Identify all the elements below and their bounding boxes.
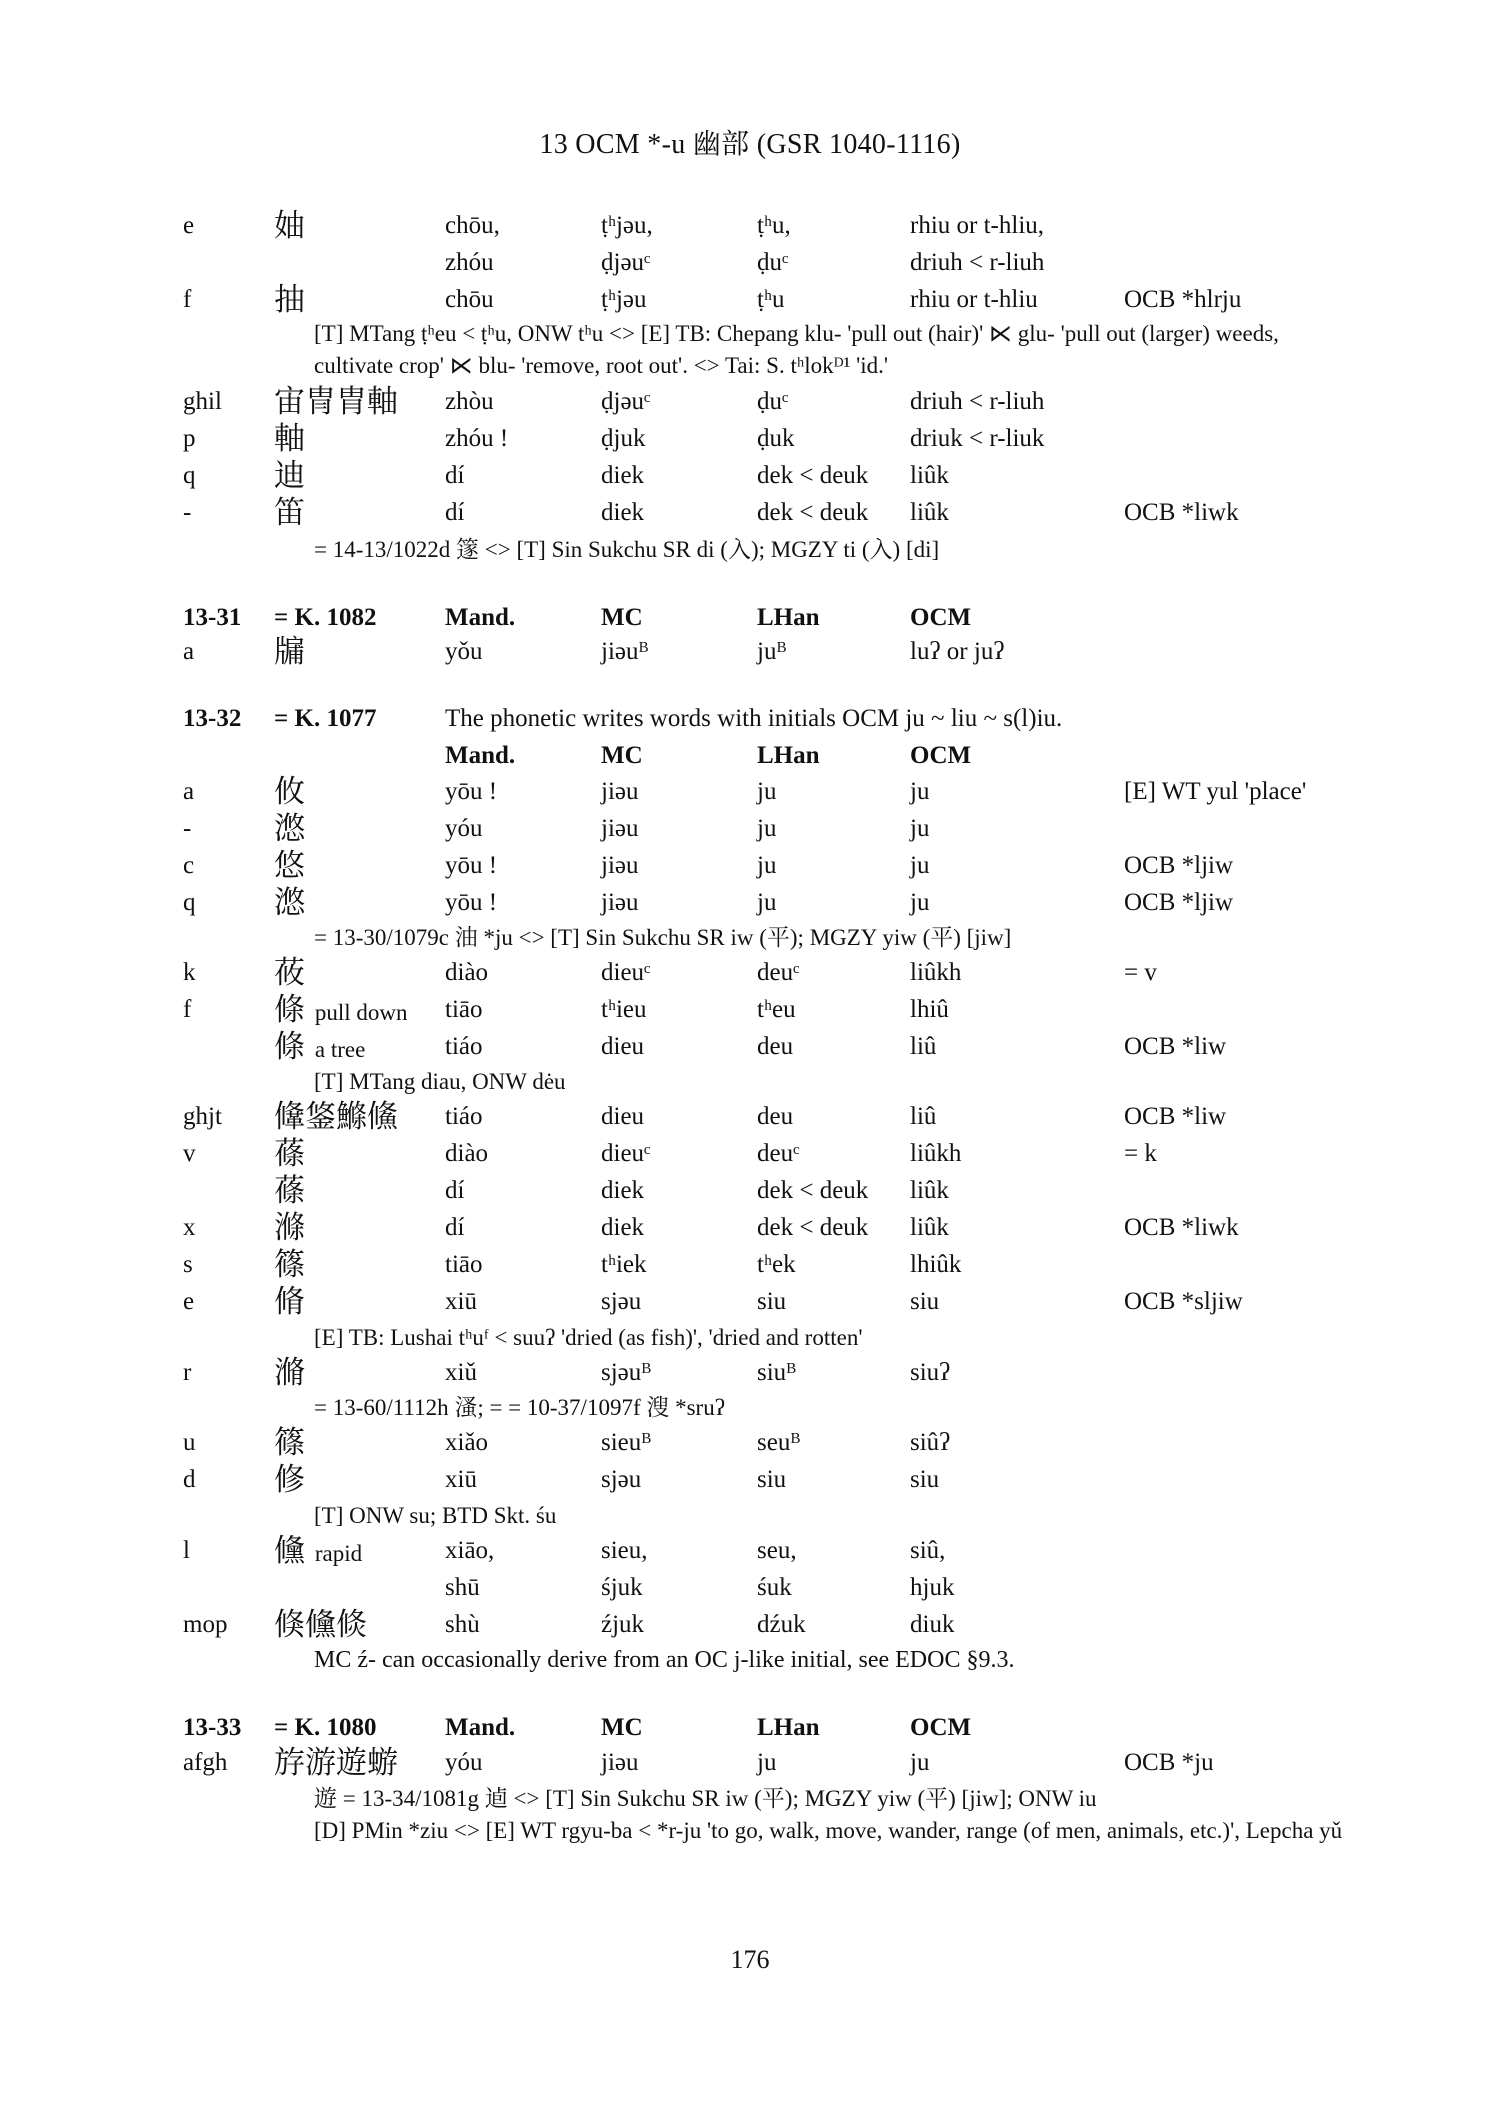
entry-label: v [183, 1140, 196, 1167]
entry-label: u [183, 1429, 196, 1456]
entry-char-glyph: 條 [274, 1029, 305, 1065]
entry-label: - [183, 499, 192, 526]
entry-lhan: seuᴮ [757, 1429, 800, 1456]
entry-row [0, 1745, 1500, 1781]
entry-mand: yóu [445, 1749, 483, 1776]
entry-ocm: liûkh [910, 1140, 962, 1167]
entry-lhan: siuᴮ [757, 1359, 796, 1386]
entry-note: OCB *hlrju [1124, 286, 1242, 313]
entry-note-paragraph: = 13-60/1112h 溞; = = 10-37/1097f 溲 *sruʔ [314, 1395, 725, 1420]
entry-mc: jiəuᴮ [601, 638, 649, 665]
entry-label: k [183, 959, 196, 986]
entry-row [0, 208, 1500, 244]
entry-row [0, 1607, 1500, 1643]
set-heading [0, 600, 1500, 636]
entry-label: l [183, 1537, 190, 1564]
entry-mand: xiǎo [445, 1429, 489, 1456]
entry-row [0, 1355, 1500, 1391]
entry-label: ghil [183, 388, 222, 415]
entry-ocm: siû, [910, 1537, 946, 1564]
entry-label: p [183, 425, 196, 452]
entry-ocm: liûk [910, 462, 949, 489]
entry-char: 修 [274, 1462, 305, 1498]
entry-mand: shù [445, 1611, 480, 1638]
entry-note: OCB *liw [1124, 1033, 1227, 1060]
entry-label: mop [183, 1611, 228, 1638]
entry-char: 倏儵倐 [274, 1607, 367, 1643]
entry-label: c [183, 852, 195, 879]
entry-mc: dieu [601, 1033, 645, 1060]
entry-mc: dieuᶜ [601, 1140, 651, 1167]
karlgren-ref: = K. 1077 [274, 705, 377, 732]
entry-mc: ṭʰjəu [601, 286, 647, 313]
set-description: The phonetic writes words with initials OCM ju ~ liu ~ s(l)iu. [445, 705, 1063, 732]
entry-row [0, 774, 1500, 810]
entry-lhan: ju [757, 852, 777, 879]
entry-row [0, 1099, 1500, 1135]
entry-row [0, 282, 1500, 318]
entry-note-paragraph: [T] MTang ṭʰeu < ṭʰu, ONW tʰu <> [E] TB: Chepang klu- 'pull out (hair)' ⋉ glu- 'pull out (larger) weeds, cultivate crop' ⋉ blu- 'remove, root out'. <> Tai: S. tʰlokᴰ¹ 'id.' [314, 321, 1279, 378]
set-heading [0, 701, 1500, 737]
entry-lhan: deuᶜ [757, 959, 800, 986]
entry-note-paragraph: [E] TB: Lushai tʰuᶠ < suuʔ 'dried (as fish)', 'dried and rotten' [314, 1325, 863, 1350]
col-head-mand: Mand. [445, 604, 516, 631]
entry-mc: jiəu [601, 778, 639, 805]
entry-lhan: deuᶜ [757, 1140, 800, 1167]
entry-lhan: ḍuᶜ [757, 388, 789, 415]
entry-char: 蓧 [274, 1173, 305, 1209]
entry-label: q [183, 889, 196, 916]
entry-ocm: ju [910, 815, 930, 842]
entry-note: [E] WT yul 'place' [1124, 778, 1307, 805]
col-head-ocm: OCM [910, 1714, 972, 1741]
entry-label: e [183, 1288, 195, 1315]
karlgren-ref: = K. 1080 [274, 1714, 377, 1741]
entry-ocm: siuʔ [910, 1359, 951, 1386]
entry-mc: tʰiek [601, 1251, 647, 1278]
entry-ocm: diuk [910, 1611, 955, 1638]
page-header: 13 OCM *-u 幽部 (GSR 1040-1116) [539, 129, 961, 160]
entry-lhan: dźuk [757, 1611, 806, 1638]
entry-mand: dí [445, 1177, 465, 1204]
entry-mand: chōu, [445, 212, 500, 239]
entry-mc: diek [601, 499, 645, 526]
entry-gloss: pull down [314, 1000, 408, 1025]
entry-row [0, 421, 1500, 457]
entry-row [0, 495, 1500, 531]
entry-mc: śjuk [601, 1574, 643, 1601]
entry-ocm: rhiu or t-hliu [910, 286, 1038, 313]
entry-label: x [183, 1214, 196, 1241]
entry-note-paragraph: MC ź- can occasionally derive from an OC j-like initial, see EDOC §9.3. [314, 1647, 1015, 1673]
entry-lhan: deu [757, 1033, 794, 1060]
entry-label: - [183, 815, 192, 842]
entry-note: OCB *sljiw [1124, 1288, 1243, 1315]
entry-char: 軸 [274, 421, 305, 457]
entry-lhan: śuk [757, 1574, 792, 1601]
entry-char: 篠 [274, 1247, 305, 1283]
entry-ocm: liûk [910, 499, 949, 526]
entry-mand: shū [445, 1574, 480, 1601]
entry-ocm: liû [910, 1103, 937, 1130]
entry-char: 牖 [274, 634, 305, 670]
entry-lhan: ju [757, 1749, 777, 1776]
entry-row [0, 245, 1500, 281]
entry-mand: xiǔ [445, 1359, 477, 1386]
set-id: 13-32 [183, 705, 242, 732]
set-id: 13-31 [183, 604, 242, 631]
entry-gloss: rapid [314, 1541, 363, 1566]
entry-char: 莜 [274, 955, 305, 991]
entry-mand: xiāo, [445, 1537, 495, 1564]
entry-row [0, 1462, 1500, 1498]
col-head-lhan: LHan [757, 1714, 820, 1741]
entry-ocm: rhiu or t-hliu, [910, 212, 1045, 239]
entry-mc: ḍjəuᶜ [601, 388, 651, 415]
entry-label: a [183, 778, 195, 805]
entry-lhan: ṭʰu, [757, 212, 791, 239]
entry-lhan: ju [757, 889, 777, 916]
entry-char: 笛 [274, 495, 305, 531]
entry-mand: yǒu [445, 638, 483, 665]
entry-row [0, 848, 1500, 884]
entry-lhan: siu [757, 1288, 787, 1315]
entry-lhan: siu [757, 1466, 787, 1493]
entry-ocm: lhiûk [910, 1251, 962, 1278]
entry-ocm: driuh < r-liuh [910, 249, 1045, 276]
entry-row [0, 1173, 1500, 1209]
entry-lhan: ḍuk [757, 425, 795, 452]
col-head-ocm: OCM [910, 742, 972, 769]
entry-char: 妯 [274, 208, 305, 244]
entry-label: d [183, 1466, 196, 1493]
entry-mc: sjəuᴮ [601, 1359, 651, 1386]
entry-mand: chōu [445, 286, 494, 313]
entry-ocm: siu [910, 1288, 940, 1315]
entry-mand: dí [445, 462, 465, 489]
entry-char: 滺 [274, 811, 305, 847]
entry-mc: sjəu [601, 1288, 642, 1315]
entry-lhan: ṭʰu [757, 286, 785, 313]
col-head-mc: MC [601, 742, 643, 769]
col-head-mand: Mand. [445, 1714, 516, 1741]
entry-ocm: siu [910, 1466, 940, 1493]
entry-mand: dí [445, 499, 465, 526]
entry-row [0, 1029, 1500, 1065]
entry-row [0, 1210, 1500, 1246]
entry-label: afgh [183, 1749, 228, 1776]
entry-mand: yōu ! [445, 889, 498, 916]
entry-char-glyph: 儵 [274, 1533, 305, 1569]
entry-row [0, 955, 1500, 991]
page-number: 176 [730, 1945, 770, 1974]
col-head-mc: MC [601, 1714, 643, 1741]
entry-label: ghjt [183, 1103, 222, 1130]
entry-ocm: liû [910, 1033, 937, 1060]
entry-note: = v [1124, 959, 1157, 986]
entry-gloss: a tree [314, 1037, 366, 1062]
entry-row [0, 1533, 1500, 1569]
entry-mand: xiū [445, 1288, 477, 1315]
entry-row [0, 384, 1500, 420]
entry-note-paragraph: 遊 = 13-34/1081g 逌 <> [T] Sin Sukchu SR iw (平); MGZY yiw (平) [jiw]; ONW iu [314, 1786, 1097, 1811]
entry-ocm: ju [910, 778, 930, 805]
entry-mc: sieu, [601, 1537, 648, 1564]
entry-lhan: ju [757, 778, 777, 805]
entry-char: 悠 [274, 848, 305, 884]
entry-mand: yōu ! [445, 778, 498, 805]
entry-note-paragraph: = 13-30/1079c 油 *ju <> [T] Sin Sukchu SR iw (平); MGZY yiw (平) [jiw] [314, 925, 1012, 950]
entry-note: = k [1124, 1140, 1157, 1167]
entry-lhan: deu [757, 1103, 794, 1130]
entry-mc: dieu [601, 1103, 645, 1130]
entry-char-glyph: 條 [274, 992, 305, 1028]
entry-mc: diek [601, 1177, 645, 1204]
entry-note: OCB *ljiw [1124, 889, 1234, 916]
entry-mand: tiáo [445, 1103, 483, 1130]
entry-mc: sieuᴮ [601, 1429, 651, 1456]
entry-mand: diào [445, 1140, 489, 1167]
col-head-lhan: LHan [757, 742, 820, 769]
entry-note-paragraph: [D] PMin *ziu <> [E] WT rgyu-ba < *r-ju 'to go, walk, move, wander, range (of men, animals, etc.)', Lepcha yǔ [314, 1818, 1343, 1843]
entry-row [0, 1570, 1500, 1606]
entry-ocm: lhiû [910, 996, 949, 1023]
entry-mand: yōu ! [445, 852, 498, 879]
entry-row [0, 885, 1500, 921]
entry-ocm: driuh < r-liuh [910, 388, 1045, 415]
entry-char: 鞗鋚鰷鯈 [274, 1099, 398, 1135]
entry-mc: jiəu [601, 889, 639, 916]
entry-char: 蓧 [274, 1136, 305, 1172]
entry-label: q [183, 462, 196, 489]
entry-label: f [183, 286, 192, 313]
entry-mand: tiáo [445, 1033, 483, 1060]
entry-lhan: dek < deuk [757, 1214, 869, 1241]
entry-mc: diek [601, 1214, 645, 1241]
entry-mand: dí [445, 1214, 465, 1241]
entry-mand: tiāo [445, 996, 483, 1023]
entry-row [0, 1284, 1500, 1320]
entry-label: s [183, 1251, 193, 1278]
entry-mc: jiəu [601, 815, 639, 842]
entry-ocm: driuk < r-liuk [910, 425, 1045, 452]
entry-ocm: liûk [910, 1214, 949, 1241]
entry-mand: diào [445, 959, 489, 986]
entry-char: 脩 [274, 1284, 305, 1320]
entry-lhan: dek < deuk [757, 1177, 869, 1204]
entry-mand: xiū [445, 1466, 477, 1493]
column-headers [0, 738, 1500, 774]
entry-lhan: ḍuᶜ [757, 249, 789, 276]
entry-char: 滌 [274, 1210, 305, 1246]
entry-ocm: liûk [910, 1177, 949, 1204]
entry-ocm: ju [910, 1749, 930, 1776]
entry-char: 滺 [274, 885, 305, 921]
col-head-ocm: OCM [910, 604, 972, 631]
entry-char [274, 992, 408, 1031]
entry-ocm: hjuk [910, 1574, 955, 1601]
entry-row [0, 992, 1500, 1028]
entry-mand: zhòu [445, 388, 494, 415]
entry-mc: ḍjuk [601, 425, 646, 452]
entry-mc: ṭʰjəu, [601, 212, 653, 239]
entry-char: 迪 [274, 458, 305, 494]
entry-mand: yóu [445, 815, 483, 842]
entry-row [0, 458, 1500, 494]
entry-ocm: liûkh [910, 959, 962, 986]
col-head-mc: MC [601, 604, 643, 631]
entry-lhan: ju [757, 815, 777, 842]
entry-mc: tʰieu [601, 996, 647, 1023]
entry-label: r [183, 1359, 192, 1386]
entry-note: OCB *liw [1124, 1103, 1227, 1130]
entry-row [0, 1425, 1500, 1461]
entry-ocm: siûʔ [910, 1429, 951, 1456]
col-head-mand: Mand. [445, 742, 516, 769]
entry-row [0, 1247, 1500, 1283]
entry-note-paragraph: [T] ONW su; BTD Skt. śu [314, 1503, 557, 1528]
entry-mc: diek [601, 462, 645, 489]
entry-lhan: tʰeu [757, 996, 796, 1023]
entry-row [0, 1136, 1500, 1172]
entry-char: 宙冑胄軸 [274, 384, 398, 420]
entry-lhan: juᴮ [757, 638, 787, 665]
entry-lhan: seu, [757, 1537, 797, 1564]
entry-ocm: ju [910, 852, 930, 879]
col-head-lhan: LHan [757, 604, 820, 631]
entry-mand: zhóu [445, 249, 494, 276]
entry-char: 斿游遊蝣 [274, 1745, 398, 1781]
entry-mand: zhóu ! [445, 425, 509, 452]
entry-mc: jiəu [601, 1749, 639, 1776]
set-id: 13-33 [183, 1714, 242, 1741]
entry-ocm: luʔ or juʔ [910, 638, 1005, 665]
entry-char [274, 1533, 362, 1572]
entry-lhan: tʰek [757, 1251, 796, 1278]
entry-mc: ḍjəuᶜ [601, 249, 651, 276]
entry-lhan: dek < deuk [757, 462, 869, 489]
entry-char: 攸 [274, 774, 305, 810]
entry-mc: dieuᶜ [601, 959, 651, 986]
karlgren-ref: = K. 1082 [274, 604, 377, 631]
entry-label: e [183, 212, 195, 239]
entry-note: OCB *liwk [1124, 1214, 1239, 1241]
entry-note: OCB *ljiw [1124, 852, 1234, 879]
set-heading [0, 1710, 1500, 1746]
entry-char: 篠 [274, 1425, 305, 1461]
entry-mc: sjəu [601, 1466, 642, 1493]
entry-char [274, 1029, 365, 1068]
entry-char: 抽 [274, 282, 305, 318]
entry-label: f [183, 996, 192, 1023]
entry-ocm: ju [910, 889, 930, 916]
entry-char: 滫 [274, 1355, 305, 1391]
entry-note-paragraph: [T] MTang diau, ONW dėu [314, 1069, 566, 1094]
entry-row [0, 811, 1500, 847]
entry-label: a [183, 638, 195, 665]
entry-lhan: dek < deuk [757, 499, 869, 526]
entry-mc: jiəu [601, 852, 639, 879]
entry-row [0, 634, 1500, 670]
entry-note-paragraph: = 14-13/1022d 篴 <> [T] Sin Sukchu SR di (入); MGZY ti (入) [di] [314, 537, 940, 562]
entry-note: OCB *liwk [1124, 499, 1239, 526]
entry-mc: źjuk [601, 1611, 645, 1638]
entry-note: OCB *ju [1124, 1749, 1214, 1776]
entry-mand: tiāo [445, 1251, 483, 1278]
